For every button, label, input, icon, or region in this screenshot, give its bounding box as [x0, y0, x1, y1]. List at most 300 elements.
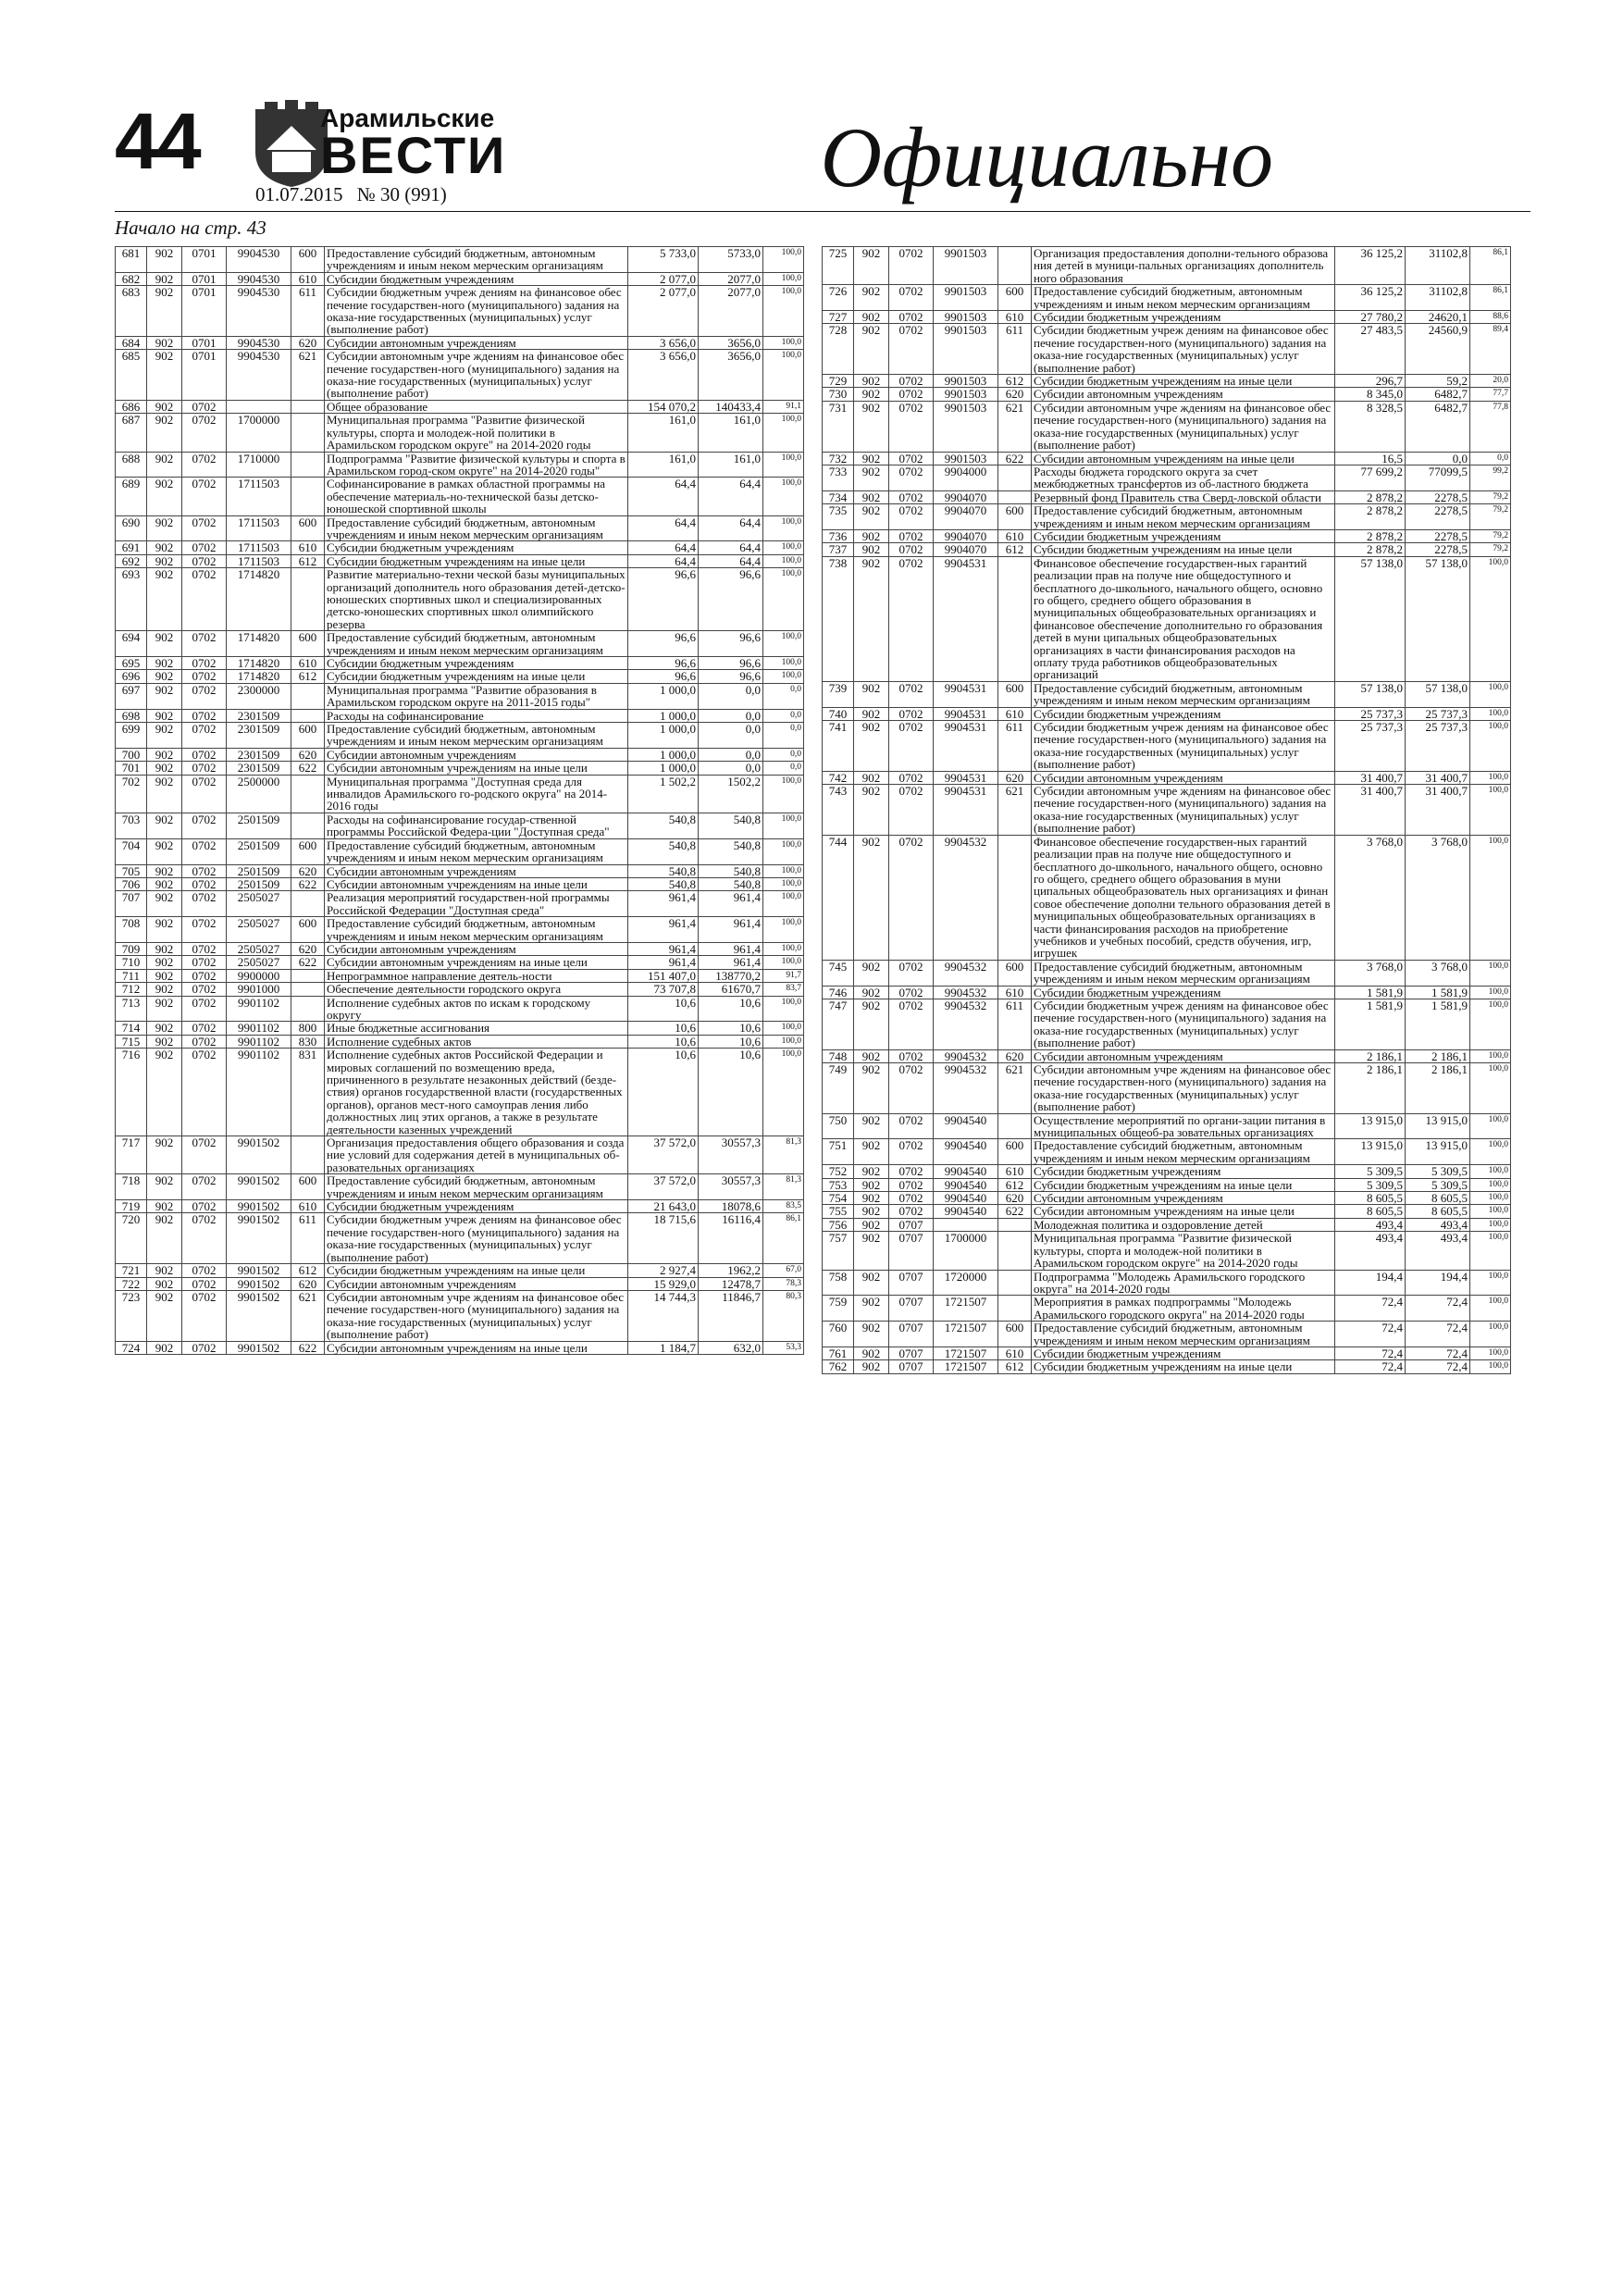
target-item-code: 1711503 — [227, 554, 291, 567]
row-number: 757 — [823, 1232, 854, 1270]
percent-executed: 0,0 — [763, 709, 804, 722]
section-code: 0702 — [182, 1022, 227, 1035]
description: Субсидии автономным учреждениям на иные цели — [325, 762, 628, 775]
section-code: 0707 — [889, 1232, 934, 1270]
section-code: 0702 — [182, 1136, 227, 1174]
row-number: 729 — [823, 375, 854, 388]
expense-type-code — [291, 1136, 325, 1174]
planned-amount: 540,8 — [628, 877, 699, 890]
description: Иные бюджетные ассигнования — [325, 1022, 628, 1035]
planned-amount: 1 000,0 — [628, 683, 699, 709]
percent-executed: 100,0 — [763, 1035, 804, 1048]
planned-amount: 25 737,3 — [1335, 707, 1406, 720]
table-row — [116, 877, 804, 890]
table-row — [823, 1270, 1511, 1296]
description: Субсидии автономным учреждениям — [325, 336, 628, 349]
percent-executed: 20,0 — [1470, 375, 1511, 388]
chapter-code: 902 — [147, 996, 182, 1022]
planned-amount: 540,8 — [628, 813, 699, 838]
description: Резервный фонд Правитель ства Сверд-ловской области — [1032, 490, 1335, 503]
chapter-code: 902 — [854, 1360, 889, 1373]
section-code: 0702 — [182, 670, 227, 683]
planned-amount: 961,4 — [628, 942, 699, 955]
target-item-code: 9904540 — [934, 1192, 998, 1205]
chapter-code: 902 — [854, 1205, 889, 1218]
percent-executed: 100,0 — [763, 515, 804, 541]
chapter-code: 902 — [854, 835, 889, 960]
table-row — [116, 554, 804, 567]
actual-amount: 0,0 — [699, 709, 763, 722]
row-number: 732 — [823, 452, 854, 465]
percent-executed: 67,0 — [763, 1264, 804, 1277]
planned-amount: 72,4 — [1335, 1360, 1406, 1373]
section-code: 0702 — [182, 1035, 227, 1048]
target-item-code: 9904530 — [227, 350, 291, 401]
actual-amount: 30557,3 — [699, 1136, 763, 1174]
section-code: 0702 — [889, 285, 934, 311]
expense-type-code: 611 — [291, 1213, 325, 1264]
percent-executed: 100,0 — [763, 272, 804, 285]
section-code: 0702 — [182, 877, 227, 890]
description: Предоставление субсидий бюджетным, автономным учреждениям и иным неком мерческим организациям — [1032, 504, 1335, 530]
planned-amount: 5 309,5 — [1335, 1178, 1406, 1191]
planned-amount: 96,6 — [628, 568, 699, 631]
planned-amount: 96,6 — [628, 631, 699, 657]
actual-amount: 72,4 — [1406, 1360, 1470, 1373]
expense-type-code: 600 — [291, 247, 325, 273]
chapter-code: 902 — [854, 388, 889, 401]
planned-amount: 5 733,0 — [628, 247, 699, 273]
description: Мероприятия в рамках подпрограммы "Молодежь Арамильского городского округа" на 2014-2020 годы — [1032, 1296, 1335, 1322]
actual-amount: 59,2 — [1406, 375, 1470, 388]
table-row — [823, 785, 1511, 836]
section-code: 0702 — [889, 707, 934, 720]
chapter-code: 902 — [147, 838, 182, 864]
budget-table-right — [822, 246, 1511, 1374]
chapter-code: 902 — [147, 452, 182, 478]
table-row — [823, 247, 1511, 285]
table-row — [116, 1022, 804, 1035]
description: Расходы бюджета городского округа за счет межбюджетных трансфертов из об-ластного бюджета — [1032, 465, 1335, 490]
section-code: 0702 — [182, 762, 227, 775]
expense-type-code: 610 — [998, 707, 1032, 720]
planned-amount: 14 744,3 — [628, 1290, 699, 1341]
chapter-code: 902 — [854, 999, 889, 1049]
description: Субсидии автономным учре ждениям на финансовое обес печение государствен-ного (муниципального) задания на оказа-ние государственных (муниципальных) услуг (выполнение работ) — [1032, 785, 1335, 836]
percent-executed: 100,0 — [763, 670, 804, 683]
row-number: 715 — [116, 1035, 147, 1048]
actual-amount: 5733,0 — [699, 247, 763, 273]
planned-amount: 1 000,0 — [628, 723, 699, 749]
right-column — [822, 246, 1510, 1374]
row-number: 720 — [116, 1213, 147, 1264]
planned-amount: 1 000,0 — [628, 748, 699, 761]
chapter-code: 902 — [854, 490, 889, 503]
percent-executed: 100,0 — [763, 541, 804, 554]
row-number: 696 — [116, 670, 147, 683]
planned-amount: 1 000,0 — [628, 762, 699, 775]
percent-executed: 83,7 — [763, 983, 804, 996]
row-number: 682 — [116, 272, 147, 285]
section-code: 0702 — [182, 400, 227, 413]
table-row — [823, 1360, 1511, 1373]
percent-executed: 0,0 — [763, 723, 804, 749]
planned-amount: 18 715,6 — [628, 1213, 699, 1264]
actual-amount: 5 309,5 — [1406, 1165, 1470, 1178]
section-code: 0702 — [182, 1264, 227, 1277]
expense-type-code: 610 — [998, 986, 1032, 999]
actual-amount: 2 186,1 — [1406, 1063, 1470, 1114]
expense-type-code: 612 — [291, 554, 325, 567]
issue-info — [255, 183, 447, 206]
section-code: 0701 — [182, 272, 227, 285]
section-code: 0702 — [889, 490, 934, 503]
chapter-code: 902 — [147, 864, 182, 877]
description: Субсидии автономным учреждениям — [1032, 771, 1335, 784]
actual-amount: 3 768,0 — [1406, 835, 1470, 960]
planned-amount: 1 581,9 — [1335, 986, 1406, 999]
actual-amount: 3656,0 — [699, 336, 763, 349]
target-item-code: 9904532 — [934, 999, 998, 1049]
actual-amount: 540,8 — [699, 813, 763, 838]
actual-amount: 161,0 — [699, 414, 763, 452]
chapter-code: 902 — [147, 877, 182, 890]
issue-date: 01.07.2015 — [255, 183, 343, 205]
table-row — [823, 1296, 1511, 1322]
section-code: 0702 — [889, 1205, 934, 1218]
actual-amount: 10,6 — [699, 1022, 763, 1035]
table-row — [823, 835, 1511, 960]
description: Субсидии автономным учреждениям — [325, 864, 628, 877]
percent-executed: 86,1 — [1470, 285, 1511, 311]
row-number: 727 — [823, 311, 854, 324]
planned-amount: 96,6 — [628, 670, 699, 683]
target-item-code: 9901502 — [227, 1341, 291, 1354]
target-item-code: 9904531 — [934, 681, 998, 707]
table-row — [823, 1205, 1511, 1218]
planned-amount: 72,4 — [1335, 1322, 1406, 1347]
planned-amount: 5 309,5 — [1335, 1165, 1406, 1178]
section-code: 0707 — [889, 1347, 934, 1359]
expense-type-code: 600 — [998, 504, 1032, 530]
actual-amount: 72,4 — [1406, 1347, 1470, 1359]
row-number: 713 — [116, 996, 147, 1022]
section-code: 0702 — [889, 247, 934, 285]
planned-amount: 64,4 — [628, 515, 699, 541]
expense-type-code: 600 — [291, 515, 325, 541]
percent-executed: 100,0 — [1470, 986, 1511, 999]
description: Предоставление субсидий бюджетным, автономным учреждениям и иным неком мерческим организациям — [1032, 1139, 1335, 1165]
planned-amount: 540,8 — [628, 838, 699, 864]
expense-type-code — [291, 813, 325, 838]
row-number: 749 — [823, 1063, 854, 1114]
table-row — [116, 838, 804, 864]
description: Предоставление субсидий бюджетным, автономным учреждениям и иным неком мерческим организациям — [325, 631, 628, 657]
chapter-code: 902 — [147, 336, 182, 349]
description: Субсидии автономным учреждениям — [1032, 388, 1335, 401]
section-code: 0701 — [182, 286, 227, 337]
chapter-code: 902 — [147, 723, 182, 749]
row-number: 760 — [823, 1322, 854, 1347]
section-code: 0702 — [889, 721, 934, 772]
target-item-code: 9904070 — [934, 529, 998, 542]
expense-type-code: 621 — [998, 401, 1032, 452]
section-code: 0702 — [182, 1200, 227, 1213]
percent-executed: 100,0 — [763, 478, 804, 515]
target-item-code: 9901503 — [934, 311, 998, 324]
section-code: 0702 — [889, 999, 934, 1049]
actual-amount: 0,0 — [699, 723, 763, 749]
section-code: 0702 — [889, 771, 934, 784]
planned-amount: 194,4 — [1335, 1270, 1406, 1296]
row-number: 687 — [116, 414, 147, 452]
target-item-code: 2505027 — [227, 917, 291, 943]
continued-note: Начало на стр. 43 — [115, 217, 266, 239]
row-number: 744 — [823, 835, 854, 960]
section-code: 0702 — [182, 838, 227, 864]
target-item-code: 2301509 — [227, 709, 291, 722]
target-item-code: 1711503 — [227, 478, 291, 515]
planned-amount: 16,5 — [1335, 452, 1406, 465]
expense-type-code: 620 — [998, 1192, 1032, 1205]
target-item-code: 9904540 — [934, 1178, 998, 1191]
description: Субсидии бюджетным учреж дениям на финансовое обес печение государствен-ного (муниципального) задания на оказа-ние государственных (муниципальных) услуг (выполнение работ) — [1032, 324, 1335, 375]
actual-amount: 138770,2 — [699, 969, 763, 982]
planned-amount: 36 125,2 — [1335, 285, 1406, 311]
percent-executed: 100,0 — [763, 286, 804, 337]
chapter-code: 902 — [854, 465, 889, 490]
chapter-code: 902 — [854, 401, 889, 452]
row-number: 746 — [823, 986, 854, 999]
target-item-code: 9904531 — [934, 771, 998, 784]
row-number: 747 — [823, 999, 854, 1049]
table-row — [823, 388, 1511, 401]
actual-amount: 2077,0 — [699, 286, 763, 337]
section-code: 0702 — [182, 748, 227, 761]
actual-amount: 64,4 — [699, 541, 763, 554]
expense-type-code: 622 — [291, 956, 325, 969]
expense-type-code: 620 — [998, 388, 1032, 401]
chapter-code: 902 — [147, 1022, 182, 1035]
expense-type-code: 621 — [998, 785, 1032, 836]
table-row — [823, 490, 1511, 503]
expense-type-code: 621 — [291, 350, 325, 401]
section-code: 0702 — [182, 515, 227, 541]
planned-amount: 96,6 — [628, 657, 699, 670]
planned-amount: 37 572,0 — [628, 1174, 699, 1200]
description: Субсидии автономным учре ждениям на финансовое обес печение государствен-ного (муниципального) задания на оказа-ние государственных (муниципальных) услуг (выполнение работ) — [325, 1290, 628, 1341]
row-number: 707 — [116, 891, 147, 917]
expense-type-code: 610 — [998, 529, 1032, 542]
percent-executed: 78,3 — [763, 1277, 804, 1290]
description: Предоставление субсидий бюджетным, автономным учреждениям и иным неком мерческим организациям — [325, 838, 628, 864]
description: Субсидии автономным учреждениям — [325, 1277, 628, 1290]
percent-executed: 100,0 — [763, 877, 804, 890]
planned-amount: 57 138,0 — [1335, 556, 1406, 681]
actual-amount: 0,0 — [699, 748, 763, 761]
target-item-code: 9904070 — [934, 543, 998, 556]
expense-type-code: 610 — [291, 541, 325, 554]
chapter-code: 902 — [147, 1277, 182, 1290]
table-row — [823, 1192, 1511, 1205]
actual-amount: 96,6 — [699, 568, 763, 631]
target-item-code: 2300000 — [227, 683, 291, 709]
description: Финансовое обеспечение государствен-ных гарантий реализации прав на получе ние общедоступного и бесплатного до-школьного, начального общего, основно го общего, среднего общего образования в муни ципальных общеобразователь ных организациях и финан совое обеспечение дополни тельного образования детей в муниципальных общеобразовательных организациях в части финансирования расходов на приобретение учебников и учебных пособий, средств обучения, игр, игрушек — [1032, 835, 1335, 960]
table-row — [823, 707, 1511, 720]
section-code: 0702 — [889, 452, 934, 465]
description: Субсидии бюджетным учреждениям на иные цели — [1032, 543, 1335, 556]
expense-type-code: 621 — [998, 1063, 1032, 1114]
percent-executed: 100,0 — [1470, 1165, 1511, 1178]
actual-amount: 3 768,0 — [1406, 960, 1470, 986]
row-number: 726 — [823, 285, 854, 311]
actual-amount: 57 138,0 — [1406, 556, 1470, 681]
actual-amount: 1962,2 — [699, 1264, 763, 1277]
table-row — [116, 1049, 804, 1136]
target-item-code: 1700000 — [934, 1232, 998, 1270]
chapter-code: 902 — [147, 942, 182, 955]
description: Субсидии автономным учреждениям — [1032, 1192, 1335, 1205]
section-code: 0702 — [889, 465, 934, 490]
description: Муниципальная программа "Развитие физической культуры, спорта и молодеж-ной политики в Арамильском городском округе" на 2014-2020 годы — [1032, 1232, 1335, 1270]
description: Субсидии автономным учре ждениям на финансовое обес печение государствен-ного (муниципального) задания на оказа-ние государственных (муниципальных) услуг (выполнение работ) — [1032, 401, 1335, 452]
actual-amount: 25 737,3 — [1406, 721, 1470, 772]
section-code: 0707 — [889, 1296, 934, 1322]
planned-amount: 961,4 — [628, 956, 699, 969]
percent-executed: 100,0 — [1470, 1049, 1511, 1062]
description: Муниципальная программа "Доступная среда для инвалидов Арамильского го-родского округа" на 2014-2016 годы — [325, 775, 628, 813]
description: Субсидии автономным учреждениям — [325, 748, 628, 761]
target-item-code: 1711503 — [227, 515, 291, 541]
section-code: 0702 — [182, 568, 227, 631]
row-number: 719 — [116, 1200, 147, 1213]
section-code: 0702 — [182, 1290, 227, 1341]
target-item-code: 9901503 — [934, 452, 998, 465]
planned-amount: 37 572,0 — [628, 1136, 699, 1174]
actual-amount: 6482,7 — [1406, 401, 1470, 452]
percent-executed: 100,0 — [1470, 1270, 1511, 1296]
expense-type-code — [998, 465, 1032, 490]
percent-executed: 100,0 — [1470, 1360, 1511, 1373]
chapter-code: 902 — [147, 1290, 182, 1341]
percent-executed: 0,0 — [763, 762, 804, 775]
target-item-code: 1720000 — [934, 1270, 998, 1296]
expense-type-code: 600 — [998, 1139, 1032, 1165]
chapter-code: 902 — [854, 1178, 889, 1191]
description: Субсидии автономным учреждениям на иные цели — [1032, 1205, 1335, 1218]
percent-executed: 100,0 — [1470, 1139, 1511, 1165]
chapter-code: 902 — [854, 1192, 889, 1205]
target-item-code: 1721507 — [934, 1347, 998, 1359]
target-item-code: 9904070 — [934, 490, 998, 503]
row-number: 700 — [116, 748, 147, 761]
percent-executed: 100,0 — [763, 568, 804, 631]
row-number: 751 — [823, 1139, 854, 1165]
row-number: 695 — [116, 657, 147, 670]
description: Предоставление субсидий бюджетным, автономным учреждениям и иным неком мерческим организациям — [325, 723, 628, 749]
row-number: 750 — [823, 1113, 854, 1139]
target-item-code: 9901503 — [934, 285, 998, 311]
section-code: 0707 — [889, 1360, 934, 1373]
actual-amount: 77099,5 — [1406, 465, 1470, 490]
percent-executed: 100,0 — [1470, 1218, 1511, 1231]
section-code: 0702 — [889, 324, 934, 375]
chapter-code: 902 — [147, 1213, 182, 1264]
planned-amount: 15 929,0 — [628, 1277, 699, 1290]
description: Организация предоставления общего образования и созда ние условий для содержания детей в муниципальных об-разовательных организациях — [325, 1136, 628, 1174]
row-number: 710 — [116, 956, 147, 969]
section-code: 0702 — [889, 401, 934, 452]
description: Предоставление субсидий бюджетным, автономным учреждениям и иным неком мерческим организациям — [1032, 681, 1335, 707]
table-row — [116, 568, 804, 631]
description: Субсидии бюджетным учреждениям — [325, 657, 628, 670]
expense-type-code: 830 — [291, 1035, 325, 1048]
row-number: 723 — [116, 1290, 147, 1341]
masthead-title: ВЕСТИ — [320, 126, 507, 184]
target-item-code: 9901000 — [227, 983, 291, 996]
table-row — [116, 1200, 804, 1213]
row-number: 714 — [116, 1022, 147, 1035]
percent-executed: 100,0 — [1470, 960, 1511, 986]
row-number: 721 — [116, 1264, 147, 1277]
expense-type-code — [998, 1218, 1032, 1231]
table-row — [116, 414, 804, 452]
target-item-code: 9901502 — [227, 1264, 291, 1277]
expense-type-code: 622 — [291, 877, 325, 890]
percent-executed: 100,0 — [763, 350, 804, 401]
planned-amount: 10,6 — [628, 1035, 699, 1048]
description: Общее образование — [325, 400, 628, 413]
row-number: 752 — [823, 1165, 854, 1178]
planned-amount: 296,7 — [1335, 375, 1406, 388]
actual-amount: 0,0 — [1406, 452, 1470, 465]
planned-amount: 8 345,0 — [1335, 388, 1406, 401]
row-number: 748 — [823, 1049, 854, 1062]
row-number: 724 — [116, 1341, 147, 1354]
chapter-code: 902 — [854, 1270, 889, 1296]
actual-amount: 11846,7 — [699, 1290, 763, 1341]
expense-type-code — [291, 400, 325, 413]
row-number: 685 — [116, 350, 147, 401]
description: Субсидии бюджетным учреждениям на иные цели — [1032, 1360, 1335, 1373]
row-number: 737 — [823, 543, 854, 556]
planned-amount: 8 328,5 — [1335, 401, 1406, 452]
expense-type-code — [998, 1232, 1032, 1270]
table-row — [116, 891, 804, 917]
percent-executed: 79,2 — [1470, 490, 1511, 503]
actual-amount: 0,0 — [699, 762, 763, 775]
row-number: 734 — [823, 490, 854, 503]
description: Субсидии бюджетным учреждениям — [1032, 986, 1335, 999]
target-item-code: 9904000 — [934, 465, 998, 490]
target-item-code: 9904540 — [934, 1165, 998, 1178]
page-header — [0, 0, 1623, 250]
planned-amount: 77 699,2 — [1335, 465, 1406, 490]
table-row — [823, 1178, 1511, 1191]
description: Исполнение судебных актов по искам к городскому округу — [325, 996, 628, 1022]
section-code: 0702 — [182, 969, 227, 982]
table-row — [823, 543, 1511, 556]
actual-amount: 1 581,9 — [1406, 986, 1470, 999]
section-code: 0702 — [182, 775, 227, 813]
target-item-code: 9904530 — [227, 286, 291, 337]
percent-executed: 100,0 — [1470, 835, 1511, 960]
table-row — [116, 1213, 804, 1264]
table-row — [823, 1063, 1511, 1114]
chapter-code: 902 — [147, 683, 182, 709]
target-item-code: 2301509 — [227, 762, 291, 775]
expense-type-code: 611 — [998, 324, 1032, 375]
